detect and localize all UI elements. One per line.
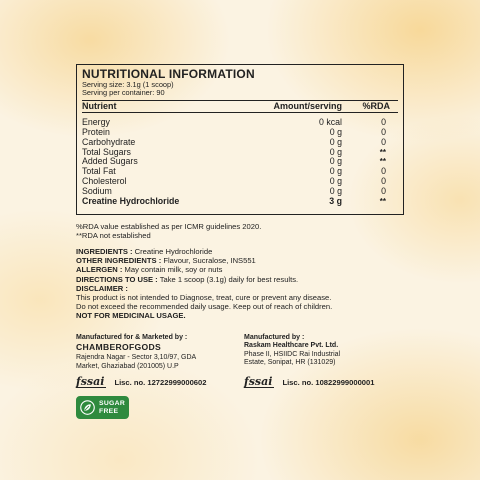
header-nutrient: Nutrient [82, 101, 117, 112]
marketer-license-number: Lisc. no. 12722999000602 [114, 378, 207, 387]
manufacturer-address-2: Estate, Sonipat, HR (131029) [244, 359, 336, 367]
nutrient-rda: ** [379, 197, 386, 207]
nutrient-name: Energy [82, 116, 110, 127]
nutrient-name: Cholesterol [82, 176, 127, 187]
fssai-logo: fssai [76, 375, 105, 388]
manufacturer-label: Manufactured by : [244, 334, 305, 341]
table-row [82, 177, 398, 187]
nutrient-rda: 0 [381, 186, 386, 197]
manufacturer-block [244, 334, 340, 368]
header-rda: %RDA [362, 101, 390, 112]
badge-line-1: SUGAR [99, 399, 126, 407]
badge-line-2: FREE [99, 407, 119, 415]
marketer-block [76, 334, 196, 371]
table-row [82, 197, 398, 207]
nutrient-name: Added Sugars [82, 156, 138, 167]
nutrient-name: Protein [82, 126, 110, 137]
nutrient-rda: ** [379, 147, 386, 157]
nutrient-rda: 0 [381, 116, 386, 127]
nutrient-amount: 0 g [329, 186, 342, 197]
directions-value: Take 1 scoop (3.1g) daily for best results. [157, 274, 299, 284]
other-ingredients-line [76, 256, 416, 265]
rda-notes [76, 222, 416, 240]
nutrient-name: Total Fat [82, 166, 116, 177]
ingredients-label: INGREDIENTS : [76, 247, 133, 256]
directions-label: DIRECTIONS TO USE : [76, 274, 158, 284]
ingredients-value: Creatine Hydrochloride [132, 247, 213, 256]
nutrient-amount: 0 kcal [319, 116, 342, 127]
nutrient-name: Total Sugars [82, 146, 131, 157]
sugar-free-badge [76, 396, 129, 419]
manufacturer-license [244, 377, 374, 388]
marketer-label: Manufactured for & Marketed by : [76, 334, 188, 341]
nutrition-header-row [82, 100, 398, 113]
nutrient-amount: 0 g [329, 146, 342, 157]
manufacturer-company: Raskam Healthcare Pvt. Ltd. [244, 342, 339, 350]
nutrient-rda: 0 [381, 136, 386, 147]
disclaimer-label: DISCLAIMER : [76, 283, 128, 293]
brand-name: CHAMBEROFGODS [76, 342, 162, 353]
table-row [82, 157, 398, 167]
manufacturer-license-number: Lisc. no. 10822999000001 [282, 378, 375, 387]
product-info [76, 247, 416, 321]
serving-size: Serving size: 3.1g (1 scoop) [82, 80, 174, 89]
allergen-label: ALLERGEN : [76, 265, 123, 275]
rda-note: %RDA value established as per ICMR guidelines 2020. [76, 222, 262, 231]
nutrient-amount: 0 g [329, 136, 342, 147]
nutrient-amount: 0 g [329, 156, 342, 167]
marketer-address-1: Rajendra Nagar - Sector 3,10/97, GDA [76, 354, 197, 362]
nutrient-amount: 3 g [329, 196, 342, 207]
table-row [82, 167, 398, 177]
not-medicinal: NOT FOR MEDICINAL USAGE. [76, 311, 186, 321]
fssai-logo: fssai [244, 375, 273, 388]
nutrient-amount: 0 g [329, 176, 342, 187]
ingredients-line [76, 247, 416, 256]
nutrient-name: Carbohydrate [82, 136, 136, 147]
nutrient-rda: ** [379, 157, 386, 167]
nutrient-amount: 0 g [329, 126, 342, 137]
header-amount: Amount/serving [273, 101, 342, 112]
serving-per-container: Serving per container: 90 [82, 88, 165, 98]
disclaimer-line-1: This product is not intended to Diagnose, treat, cure or prevent any disease. [76, 293, 332, 303]
nutrition-title: NUTRITIONAL INFORMATION [82, 67, 255, 81]
table-row [82, 118, 398, 128]
marketer-license [76, 377, 206, 388]
directions-line [76, 275, 416, 284]
manufacturer-address-1: Phase II, HSIIDC Rai Industrial [244, 350, 341, 358]
badge-text [99, 400, 125, 415]
other-ingredients-value: Flavour, Sucralose, INS551 [161, 256, 256, 266]
rda-not-established: **RDA not established [76, 231, 151, 241]
nutrient-amount: 0 g [329, 166, 342, 177]
nutrient-rda: 0 [381, 176, 386, 187]
allergen-line [76, 265, 416, 274]
other-ingredients-label: OTHER INGREDIENTS : [76, 256, 162, 266]
marketer-address-2: Market, Ghaziabad (201005) U.P [76, 362, 179, 370]
nutrition-rows [82, 118, 398, 207]
disclaimer-line-2: Do not exceed the recommended daily usage. Keep out of reach of children. [76, 302, 333, 312]
nutrient-rda: 0 [381, 126, 386, 137]
nutrient-name: Sodium [82, 186, 112, 197]
leaf-icon [80, 400, 95, 415]
allergen-value: May contain milk, soy or nuts [122, 265, 223, 275]
nutrient-rda: 0 [381, 166, 386, 177]
nutrition-table [76, 64, 404, 215]
nutrient-name: Creatine Hydrochloride [82, 196, 180, 207]
